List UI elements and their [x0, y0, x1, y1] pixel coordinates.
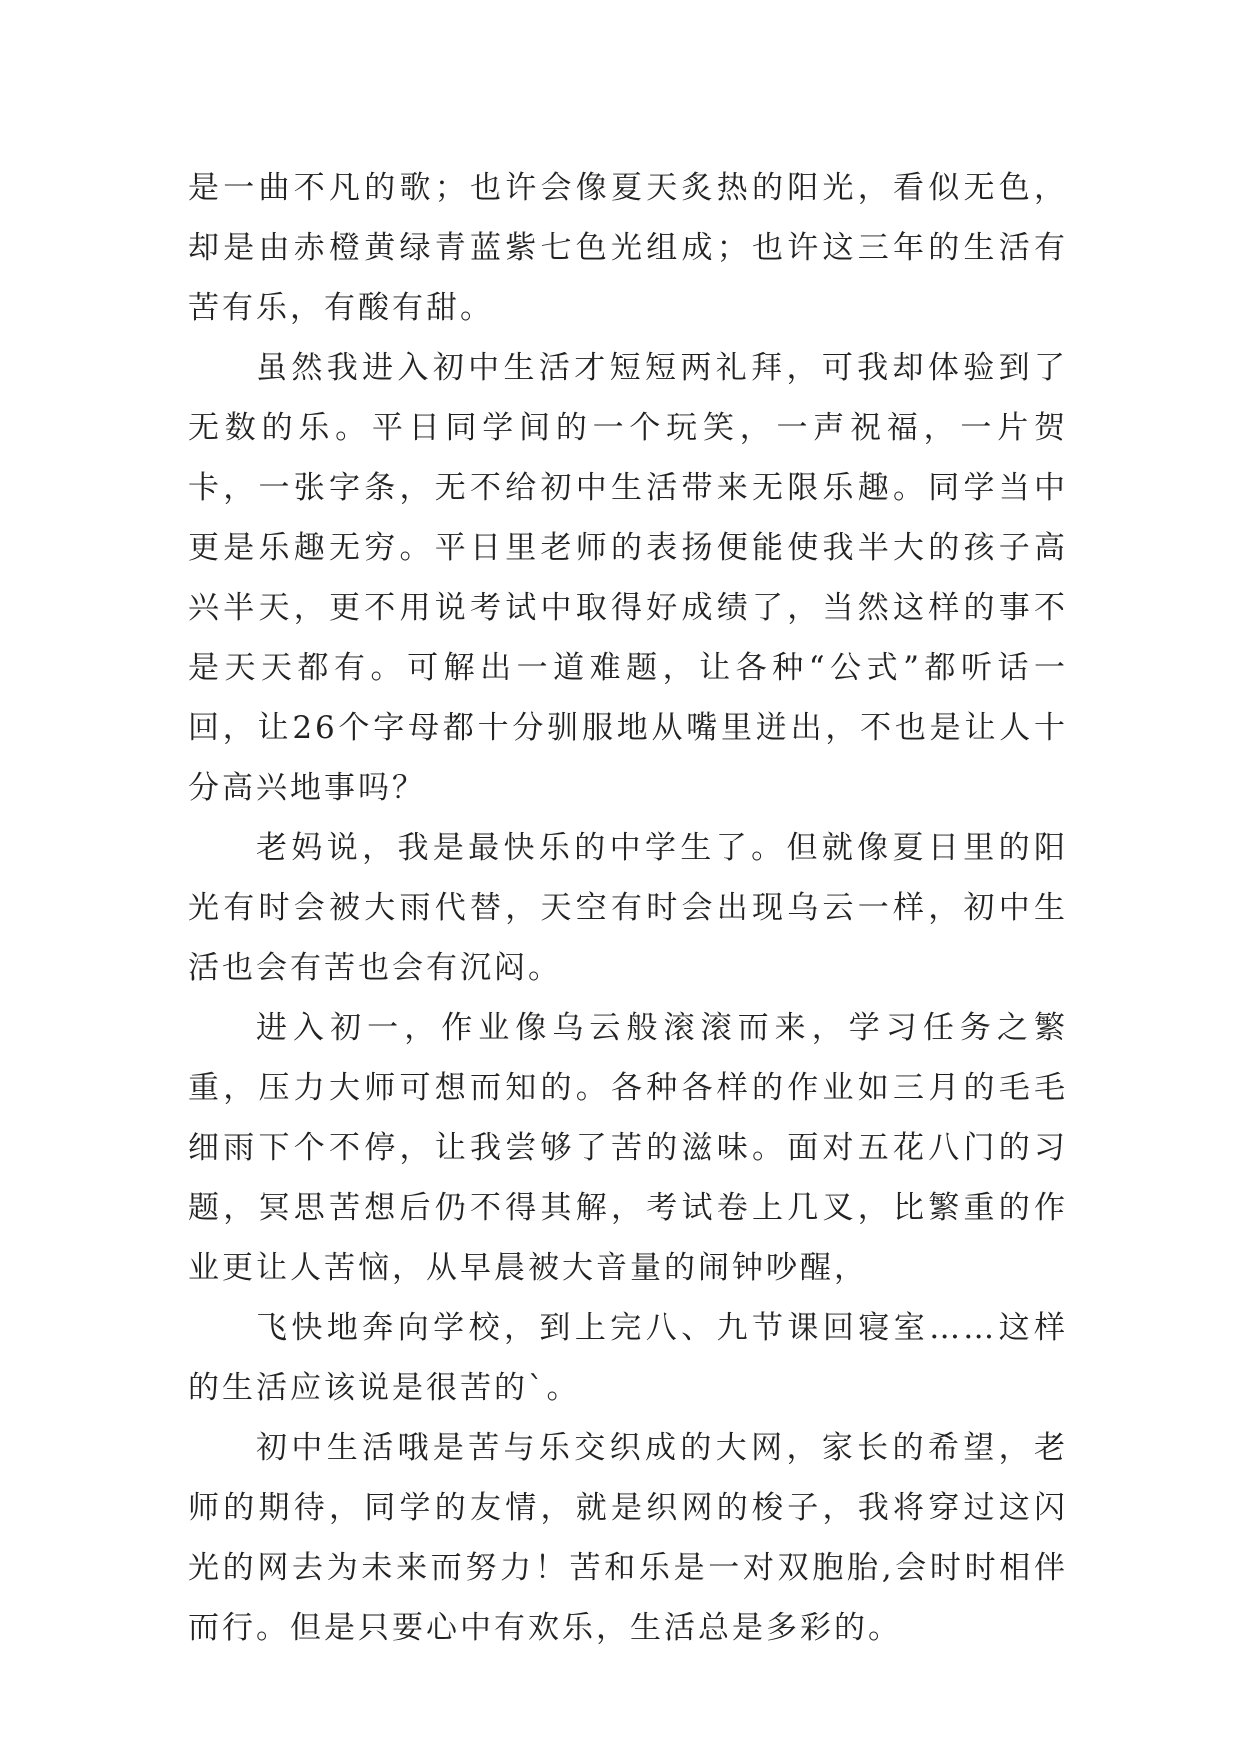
paragraph-4: 进入初一，作业像乌云般滚滚而来，学习任务之繁重，压力大师可想而知的。各种各样的作业如三月的毛毛细雨下个不停，让我尝够了苦的滋味。面对五花八门的习题，冥思苦想后仍不得其解，考试卷上几叉，比繁重的作业更让人苦恼，从早晨被大音量的闹钟吵醒，: [188, 1010, 1068, 1286]
paragraph-6: 初中生活哦是苦与乐交织成的大网，家长的希望，老师的期待，同学的友情，就是织网的梭子，我将穿过这闪光的网去为未来而努力！苦和乐是一对双胞胎,会时时相伴而行。但是只要心中有欢乐，生活总是多彩的。: [188, 1430, 1068, 1646]
paragraph-5: 飞快地奔向学校，到上完八、九节课回寝室……这样的生活应该说是很苦的`。: [188, 1310, 1068, 1406]
paragraph-3: 老妈说，我是最快乐的中学生了。但就像夏日里的阳光有时会被大雨代替，天空有时会出现乌云一样，初中生活也会有苦也会有沉闷。: [188, 830, 1068, 986]
paragraph-1: 是一曲不凡的歌；也许会像夏天炙热的阳光，看似无色，却是由赤橙黄绿青蓝紫七色光组成；也许这三年的生活有苦有乐，有酸有甜。: [188, 170, 1068, 326]
paragraph-2: 虽然我进入初中生活才短短两礼拜，可我却体验到了无数的乐。平日同学间的一个玩笑，一声祝福，一片贺卡，一张字条，无不给初中生活带来无限乐趣。同学当中更是乐趣无穷。平日里老师的表扬便能使我半大的孩子高兴半天，更不用说考试中取得好成绩了，当然这样的事不是天天都有。可解出一道难题，让各种“公式”都听话一回，让26个字母都十分驯服地从嘴里迸出，不也是让人十分高兴地事吗？: [188, 350, 1068, 806]
essay-body: [188, 158, 1068, 1658]
